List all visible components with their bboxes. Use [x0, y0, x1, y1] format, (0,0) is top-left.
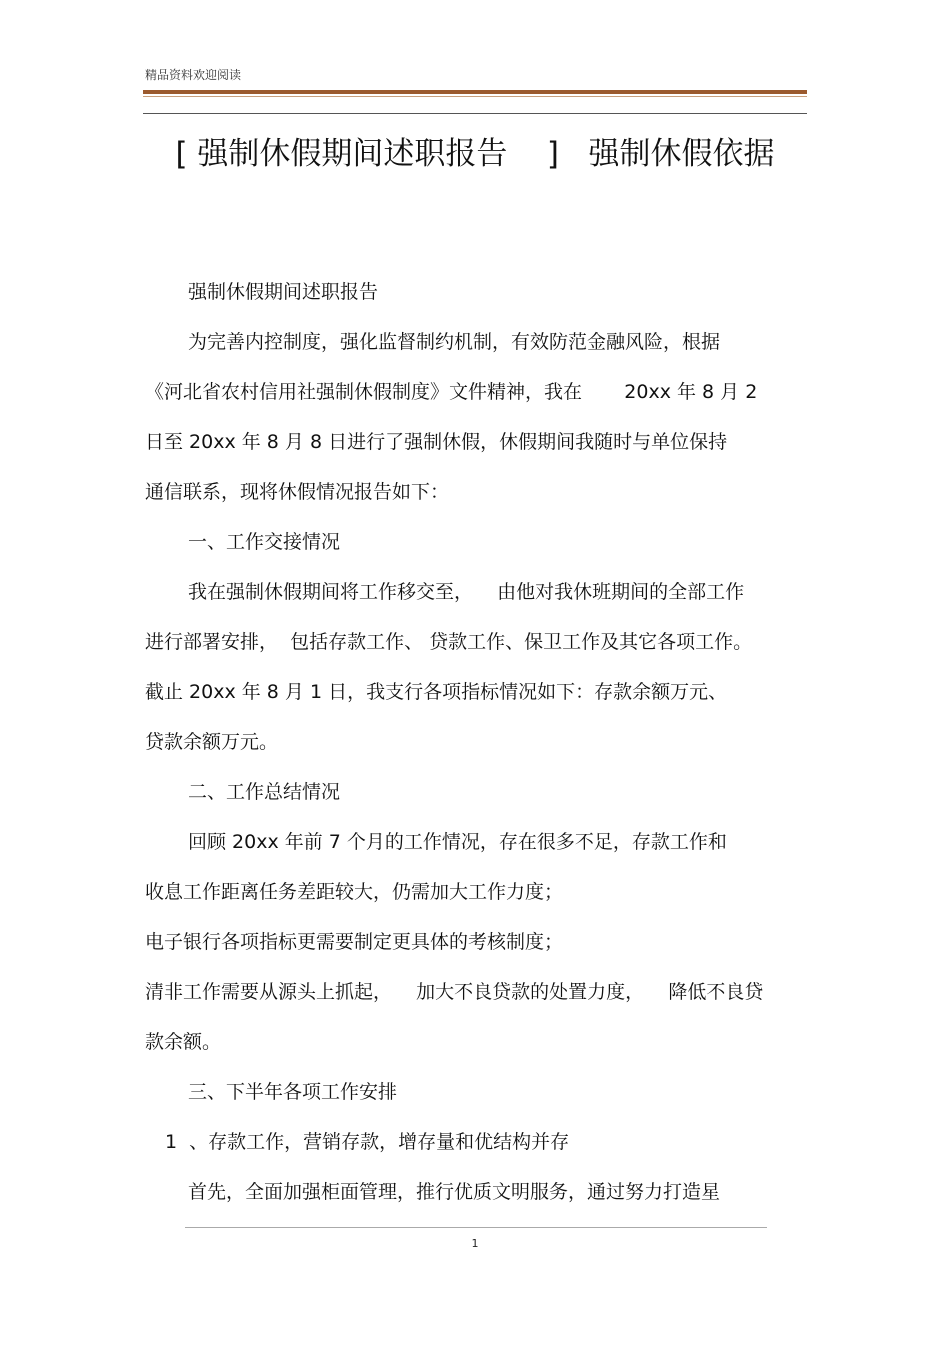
section-heading: 三、下半年各项工作安排: [188, 1081, 398, 1103]
body-line: 款余额。: [145, 1031, 222, 1053]
body-line: 通信联系，现将休假情况报告如下：: [145, 481, 450, 503]
body-line: 清非工作需要从源头上抓起， 加大不良贷款的处置力度， 降低不良贷: [145, 981, 764, 1003]
body-line: 贷款余额万元。: [145, 731, 279, 753]
header-rule-thick: [143, 90, 807, 94]
body-line: 日至 20xx 年 8 月 8 日进行了强制休假，休假期间我随时与单位保持: [145, 431, 728, 453]
body-line: 电子银行各项指标更需要制定更具体的考核制度；: [145, 931, 564, 953]
section-heading: 一、工作交接情况: [188, 531, 341, 553]
list-item: 1 、存款工作，营销存款，增存量和优结构并存: [165, 1131, 570, 1153]
footer-rule: [185, 1227, 767, 1228]
body-line: 收息工作距离任务差距较大，仍需加大工作力度；: [145, 881, 564, 903]
header-rule-sub: [143, 113, 807, 114]
body-line: 强制休假期间述职报告: [188, 281, 379, 303]
body-line: 为完善内控制度，强化监督制约机制，有效防范金融风险，根据: [188, 331, 721, 353]
body-line: 我在强制休假期间将工作移交至， 由他对我休班期间的全部工作: [188, 581, 745, 603]
document-title: [ 强制休假期间述职报告 ] 强制休假依据: [175, 136, 775, 172]
body-line: 进行部署安排， 包括存款工作、 贷款工作、保卫工作及其它各项工作。: [145, 631, 753, 653]
body-line: 截止 20xx 年 8 月 1 日，我支行各项指标情况如下：存款余额万元、: [145, 681, 728, 703]
body-line: 《河北省农村信用社强制休假制度》文件精神，我在 20xx 年 8 月 2: [145, 381, 758, 403]
body-line: 首先，全面加强柜面管理，推行优质文明服务，通过努力打造星: [188, 1181, 721, 1203]
section-heading: 二、工作总结情况: [188, 781, 341, 803]
body-line: 回顾 20xx 年前 7 个月的工作情况，存在很多不足，存款工作和: [188, 831, 727, 853]
header-text: 精品资料欢迎阅读: [145, 68, 242, 82]
page-number: 1: [471, 1237, 479, 1250]
header-rule-thin: [143, 96, 807, 97]
